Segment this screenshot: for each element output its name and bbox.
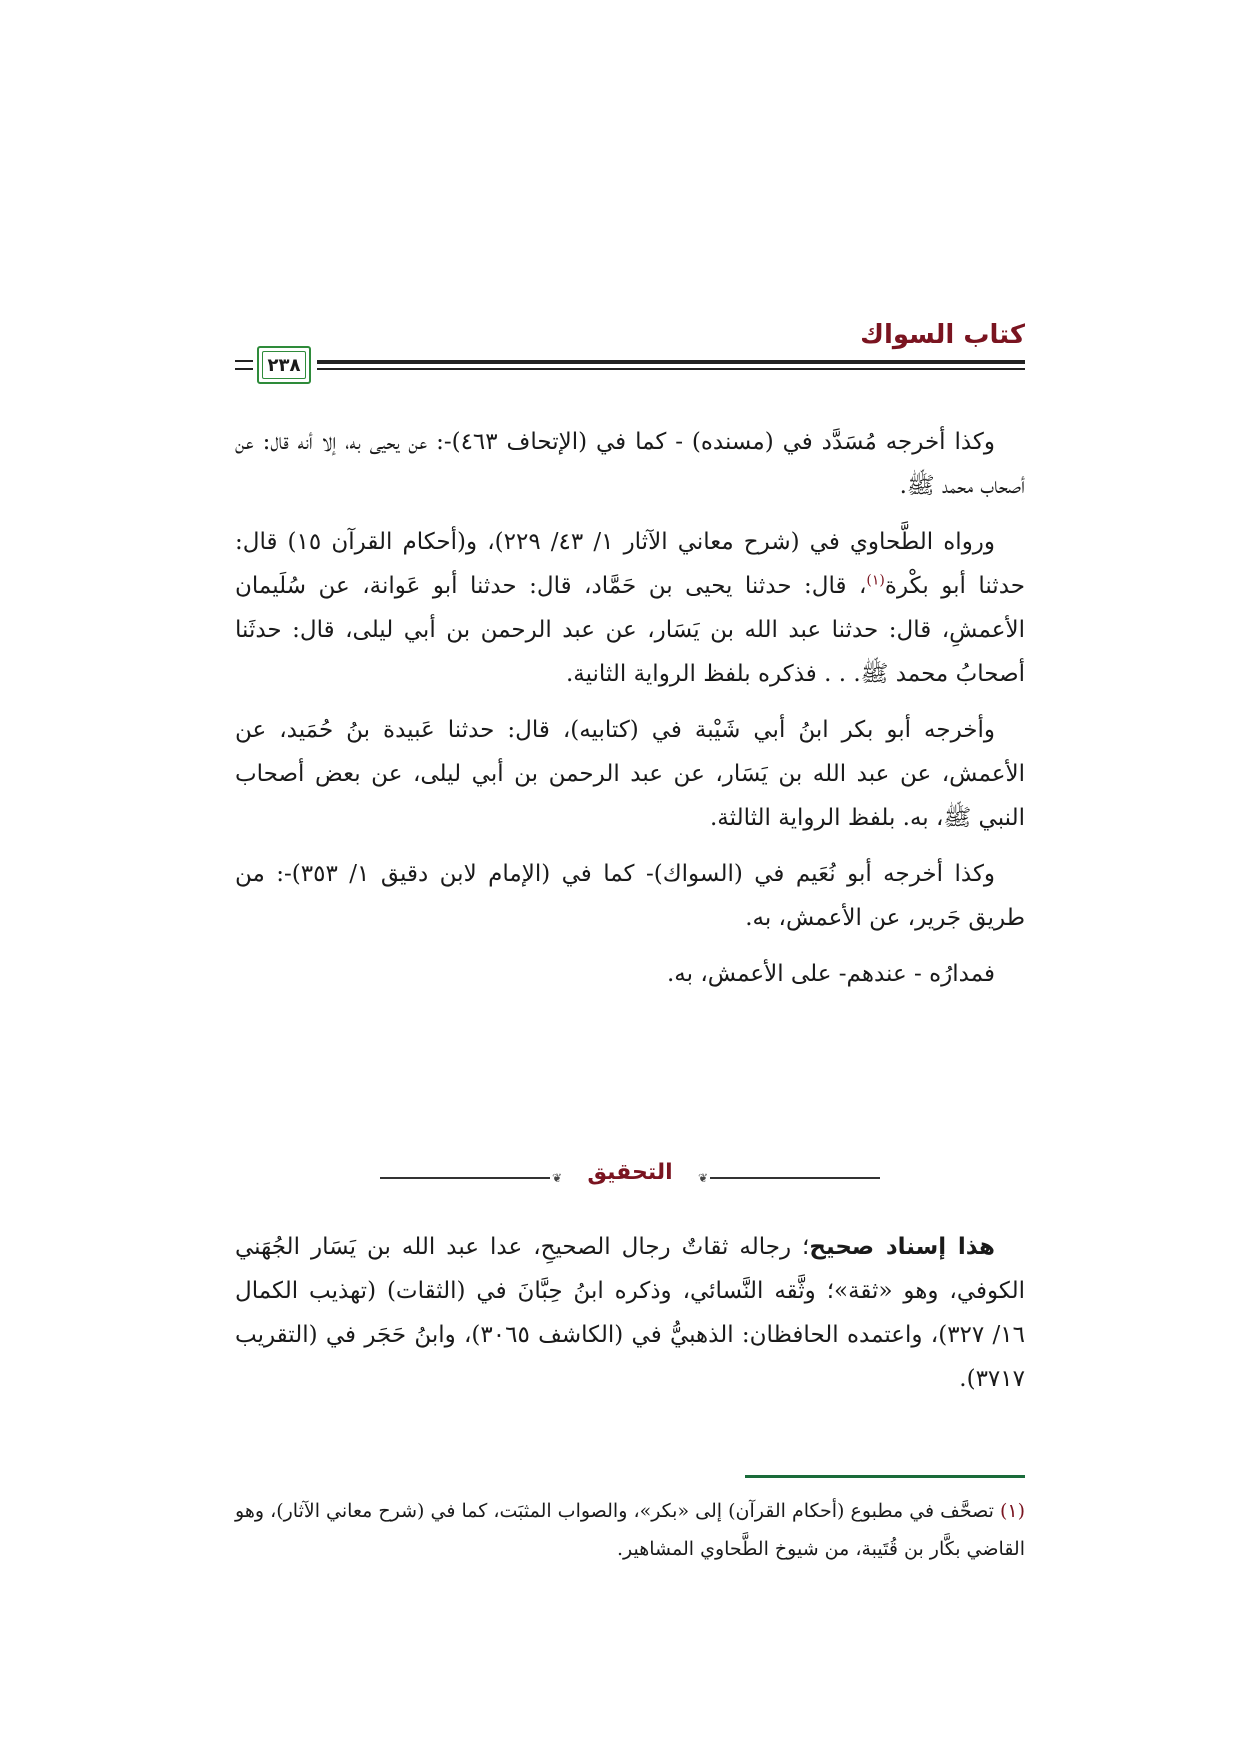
- paragraph-2-end: ، قال: حدثنا يحيى بن حَمَّاد، قال: حدثنا أبو عَوانة، عن سُلَيمان الأعمشِ، قال: حدثنا عبد الله بن يَسَار، عن عبد الرحمن بن أبي ليلى، قال: حدثَنا أصحابُ محمد ﷺ. . . فذكره بلفظ الرواية الثانية.: [235, 573, 1025, 687]
- ornament-right-icon: ❦: [697, 1171, 708, 1185]
- paragraph-5: فمدارُه - عندهم- على الأعمش، به.: [666, 961, 995, 987]
- page-number: ٢٣٨: [267, 354, 301, 376]
- book-title: كتاب السواك: [860, 320, 1025, 350]
- paragraph-2: [235, 520, 1025, 696]
- header-rule-left-bottom: [235, 368, 253, 370]
- section-divider: [380, 1160, 880, 1194]
- paragraph-4: وكذا أخرجه أبو نُعَيم في (السواك)- كما في (الإمام لابن دقيق ١/ ٣٥٣)-: من طريق جَرير، عن الأعمش، به.: [235, 861, 1025, 931]
- footnote-1: [235, 1492, 1025, 1568]
- main-text: [235, 420, 1025, 1006]
- ornament-left-icon: ❦: [552, 1171, 563, 1185]
- verdict-paragraph: [235, 1225, 1025, 1401]
- footnotes: [235, 1492, 1025, 1568]
- section-title: التحقيق: [587, 1160, 673, 1185]
- paragraph-2-start: ورواه الطَّحاوي في (شرح معاني الآثار ١/ ٤٣/ ٢٢٩)، و(أحكام القرآن ١٥) قال: حدثنا أبو بكْرة: [235, 529, 1026, 599]
- divider-line-left: [380, 1177, 550, 1179]
- footnote-ref[interactable]: (١): [866, 572, 885, 589]
- page-header: [235, 318, 1025, 388]
- footnote-mark: (١): [999, 1500, 1025, 1522]
- paragraph-1: وكذا أخرجه مُسَدَّد في (مسنده) - كما في (الإتحاف ٤٦٣)-: عن يحيى به، إلا أنه قال: عن أصحاب محمد ﷺ.: [235, 429, 1025, 499]
- footnote-text: تصحَّف في مطبوع (أحكام القرآن) إلى «بكر»، والصواب المثبَت، كما في (شرح معاني الآثار)، وهو القاضي بكَّار بن قُتَيبة، من شيوخ الطَّحاوي المشاهير.: [235, 1500, 1025, 1560]
- divider-line-right: [710, 1177, 880, 1179]
- verdict-body: ؛ رجاله ثقاتٌ رجال الصحيحِ، عدا عبد الله بن يَسَار الجُهَني الكوفي، وهو «ثقة»؛ وثَّقه النَّسائي، وذكره ابنُ حِبَّانَ في (الثقات) (تهذيب الكمال ١٦/ ٣٢٧)، واعتمده الحافظان: الذهبيُّ في (الكاشف ٣٠٦٥)، وابنُ حَجَر في (التقريب ٣٧١٧).: [235, 1234, 1025, 1392]
- verdict-lead: هذا إسناد صحيح: [809, 1234, 995, 1260]
- page-number-badge: [257, 346, 311, 384]
- footnote-separator: [745, 1475, 1025, 1478]
- header-rule-left-top: [235, 360, 253, 362]
- header-rule-thin: [317, 368, 1025, 370]
- paragraph-3: وأخرجه أبو بكر ابنُ أبي شَيْبة في (كتابيه)، قال: حدثنا عَبيدة بنُ حُمَيد، عن الأعمش، عن عبد الله بن يَسَار، عن عبد الرحمن بن أبي ليلى، عن بعض أصحاب النبي ﷺ، به. بلفظ الرواية الثالثة.: [235, 717, 1025, 831]
- header-rule-thick: [317, 360, 1025, 364]
- verdict-text: [235, 1225, 1025, 1401]
